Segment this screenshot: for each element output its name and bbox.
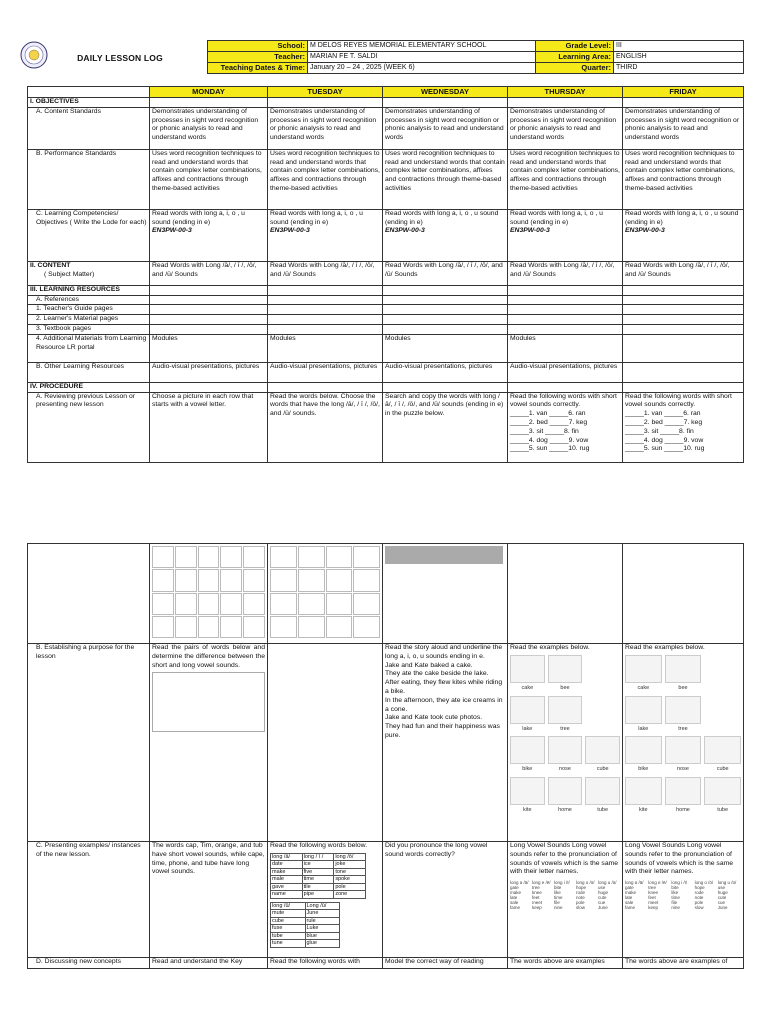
lm-label: 2. Learner's Material pages: [28, 315, 150, 325]
presenting-wed: Did you pronounce the long vowel sound words correctly?: [383, 842, 508, 958]
references-label: A. References: [28, 295, 150, 305]
long-vowel-table-2: long /ū/ Long /ū/ mute June cube rule fuse Luke tube blue tune glue: [270, 902, 340, 948]
competencies-tue: Read words with long a, i, o , u sound (ending in e) EN3PW-00-3: [268, 209, 383, 261]
area-value: ENGLISH: [614, 52, 744, 63]
performance-fri: Uses word recognition techniques to read and understand words that contain complex letter combinations, affixes and contractions through theme-based activities: [623, 149, 744, 209]
content-tue: Read Words with Long /ā/, / ī /, /ō/, and /ū/ Sounds: [268, 261, 383, 285]
resources-heading: III. LEARNING RESOURCES: [28, 285, 150, 295]
other-label: B. Other Learning Resources: [28, 362, 150, 382]
review-mon-picture-grid: [150, 544, 268, 644]
lesson-table-page1: [27, 86, 744, 463]
review-fri: Read the following words with short vowel sounds correctly. _____1. van _____6. ran _____2. bed _____7. keg _____3. sit _____8. fin _____4. dog _____9. vow _____5. sun _____10. rug: [623, 392, 744, 462]
content-wed: Read Words with Long /ā/, / ī /, /ō/, and /ū/ Sounds: [383, 261, 508, 285]
textbook-label: 3. Textbook pages: [28, 324, 150, 334]
discussing-fri: The words above are examples of: [623, 958, 744, 969]
other-thu: Audio-visual presentations, pictures: [508, 362, 623, 382]
performance-label: B. Performance Standards: [28, 149, 150, 209]
additional-mon: Modules: [150, 334, 268, 362]
teacher-value: MARIAN FE T. SALDI: [308, 52, 536, 63]
discussing-wed: Model the correct way of reading: [383, 958, 508, 969]
school-label: School:: [208, 41, 308, 52]
performance-wed: Uses word recognition techniques to read and understand words that contain complex letter combinations, affixes and contractions through theme-based activities: [383, 149, 508, 209]
school-value: M DELOS REYES MEMORIAL ELEMENTARY SCHOOL: [308, 41, 536, 52]
long-vowel-table-1: long /ā/ long / ī / long /ō/ date ice joke make five tone male time spoke gave tile pole name pipe zone: [270, 853, 366, 899]
performance-tue: Uses word recognition techniques to read and understand words that contain complex letter combinations, affixes and contractions through theme-based activities: [268, 149, 383, 209]
other-mon: Audio-visual presentations, pictures: [150, 362, 268, 382]
corner-cell: [28, 87, 150, 98]
content-thu: Read Words with Long /ā/, / ī /, /ō/, and /ū/ Sounds: [508, 261, 623, 285]
presenting-fri: Long Vowel Sounds Long vowel sounds refer to the pronunciation of sounds of vowels which is the same with their letter names. long a /ā/ gate make late sale fame long e /ē/ tree knee feet meet keep long i /ī/ bite like time file nine long o /ō/ hope rode note pole slow long u /ū/ use huge cute cue June: [623, 842, 744, 958]
area-label: Learning Area:: [536, 52, 614, 63]
presenting-label: C. Presenting examples/ instances of the new lesson.: [28, 842, 150, 958]
grade-value: III: [614, 41, 744, 52]
performance-thu: Uses word recognition techniques to read and understand words that contain complex letter combinations, affixes and contractions through theme-based activities: [508, 149, 623, 209]
content-fri: Read Words with Long /ā/, / ī /, /ō/, and /ū/ Sounds: [623, 261, 744, 285]
header-table: [207, 40, 744, 74]
day-thursday: THURSDAY: [508, 87, 623, 98]
discussing-thu: The words above are examples: [508, 958, 623, 969]
presenting-thu: Long Vowel Sounds Long vowel sounds refer to the pronunciation of sounds of vowels which is the same with their letter names. long a /ā/ gate make late sale fame long e /ē/ tree knee feet meet keep long i /ī/ bite like time file nine long o /ō/ hope rode note pole slow long u /ū/ use huge cute cue June: [508, 842, 623, 958]
discussing-tue: Read the following words with: [268, 958, 383, 969]
review-thu: Read the following words with short vowel sounds correctly. _____1. van _____6. ran _____2. bed _____7. keg _____3. sit _____8. fin _____4. dog _____9. vow _____5. sun _____10. rug: [508, 392, 623, 462]
other-wed: Audio-visual presentations, pictures: [383, 362, 508, 382]
lesson-table-page2: [27, 543, 744, 969]
objectives-heading: I. OBJECTIVES: [28, 98, 150, 108]
quarter-label: Quarter:: [536, 63, 614, 74]
content-standards-mon: Demonstrates understanding of processes in sight word recognition or phonic analysis to read and understand words: [150, 107, 268, 149]
procedure-heading: IV. PROCEDURE: [28, 382, 150, 392]
tg-label: 1. Teacher's Guide pages: [28, 305, 150, 315]
purpose-label: B. Establishing a purpose for the lesson: [28, 644, 150, 842]
purpose-thu: Read the examples below. cake bee lake tree bike nose cube kite home tube: [508, 644, 623, 842]
discussing-label: D. Discussing new concepts: [28, 958, 150, 969]
content-standards-thu: Demonstrates understanding of processes in sight word recognition or phonic analysis to read and understand words: [508, 107, 623, 149]
performance-mon: Uses word recognition techniques to read and understand words that contain complex letter combinations, affixes and contractions through theme-based activities: [150, 149, 268, 209]
content-standards-tue: Demonstrates understanding of processes in sight word recognition or phonic analysis to read and understand words: [268, 107, 383, 149]
teacher-label: Teacher:: [208, 52, 308, 63]
review-wed-word-puzzle: [383, 544, 508, 644]
day-friday: FRIDAY: [623, 87, 744, 98]
other-tue: Audio-visual presentations, pictures: [268, 362, 383, 382]
competencies-label: C. Learning Competencies/ Objectives ( Write the Lode for each): [28, 209, 150, 261]
presenting-tue: Read the following words below. long /ā/ long / ī / long /ō/ date ice joke make five tone male time spoke gave tile pole name pipe zone long /ū/ Long /ū/ mute June cube rule fuse Luke tube blue tune glue: [268, 842, 383, 958]
day-wednesday: WEDNESDAY: [383, 87, 508, 98]
content-mon: Read Words with Long /ā/, / ī /, /ō/, and /ū/ Sounds: [150, 261, 268, 285]
review-label: A. Reviewing previous Lesson or presenting new lesson: [28, 392, 150, 462]
competencies-thu: Read words with long a, i, o , u sound (ending in e) EN3PW-00-3: [508, 209, 623, 261]
grade-label: Grade Level:: [536, 41, 614, 52]
content-standards-fri: Demonstrates understanding of processes in sight word recognition or phonic analysis to read and understand words: [623, 107, 744, 149]
document-title: DAILY LESSON LOG: [77, 53, 163, 63]
review-mon: Choose a picture in each row that starts with a vowel letter.: [150, 392, 268, 462]
quarter-value: THIRD: [614, 63, 744, 74]
presenting-mon: The words cap, Tim, orange, and tub have short vowel sounds, while cape, time, phone, and tube have long vowel sounds.: [150, 842, 268, 958]
review-tue: Read the words below. Choose the words that have the long /ā/, / ī /, /ō/, and /ū/ sounds.: [268, 392, 383, 462]
additional-thu: Modules: [508, 334, 623, 362]
purpose-wed: Read the story aloud and underline the long a, i, o, u sounds ending in e. Jake and Kate baked a cake. They ate the cake beside the lake. After eating, they flew kites while riding a bike. In the afternoon, they ate ice creams in a cone. Jake and Kate took cute photos. They had fun and their happiness was pure.: [383, 644, 508, 842]
short-long-vowel-image: [152, 672, 265, 732]
content-label: II. CONTENT ( Subject Matter): [28, 261, 150, 285]
dates-value: January 20 – 24 , 2025 (WEEK 6): [308, 63, 536, 74]
competencies-fri: Read words with long a, i, o , u sound (ending in e) EN3PW-00-3: [623, 209, 744, 261]
content-standards-wed: Demonstrates understanding of processes in sight word recognition or phonic analysis to read and understand words: [383, 107, 508, 149]
day-monday: MONDAY: [150, 87, 268, 98]
discussing-mon: Read and understand the Key: [150, 958, 268, 969]
additional-tue: Modules: [268, 334, 383, 362]
review-wed: Search and copy the words with long /ā/, / ī /, /ō/, and /ū/ sounds (ending in e) in the puzzle below.: [383, 392, 508, 462]
additional-label: 4. Additional Materials from Learning Resource LR portal: [28, 334, 150, 362]
additional-wed: Modules: [383, 334, 508, 362]
dates-label: Teaching Dates & Time:: [208, 63, 308, 74]
competencies-wed: Read words with long a, i, o , u sound (ending in e) EN3PW-00-3: [383, 209, 508, 261]
review-tue-picture-grid: [268, 544, 383, 644]
content-standards-label: A. Content Standards: [28, 107, 150, 149]
deped-seal-logo: [20, 41, 48, 69]
purpose-mon: Read the pairs of words below and determine the difference between the short and long vowel sounds.: [150, 644, 268, 842]
day-tuesday: TUESDAY: [268, 87, 383, 98]
purpose-fri: Read the examples below. cake bee lake tree bike nose cube kite home tube: [623, 644, 744, 842]
competencies-mon: Read words with long a, i, o , u sound (ending in e) EN3PW-00-3: [150, 209, 268, 261]
